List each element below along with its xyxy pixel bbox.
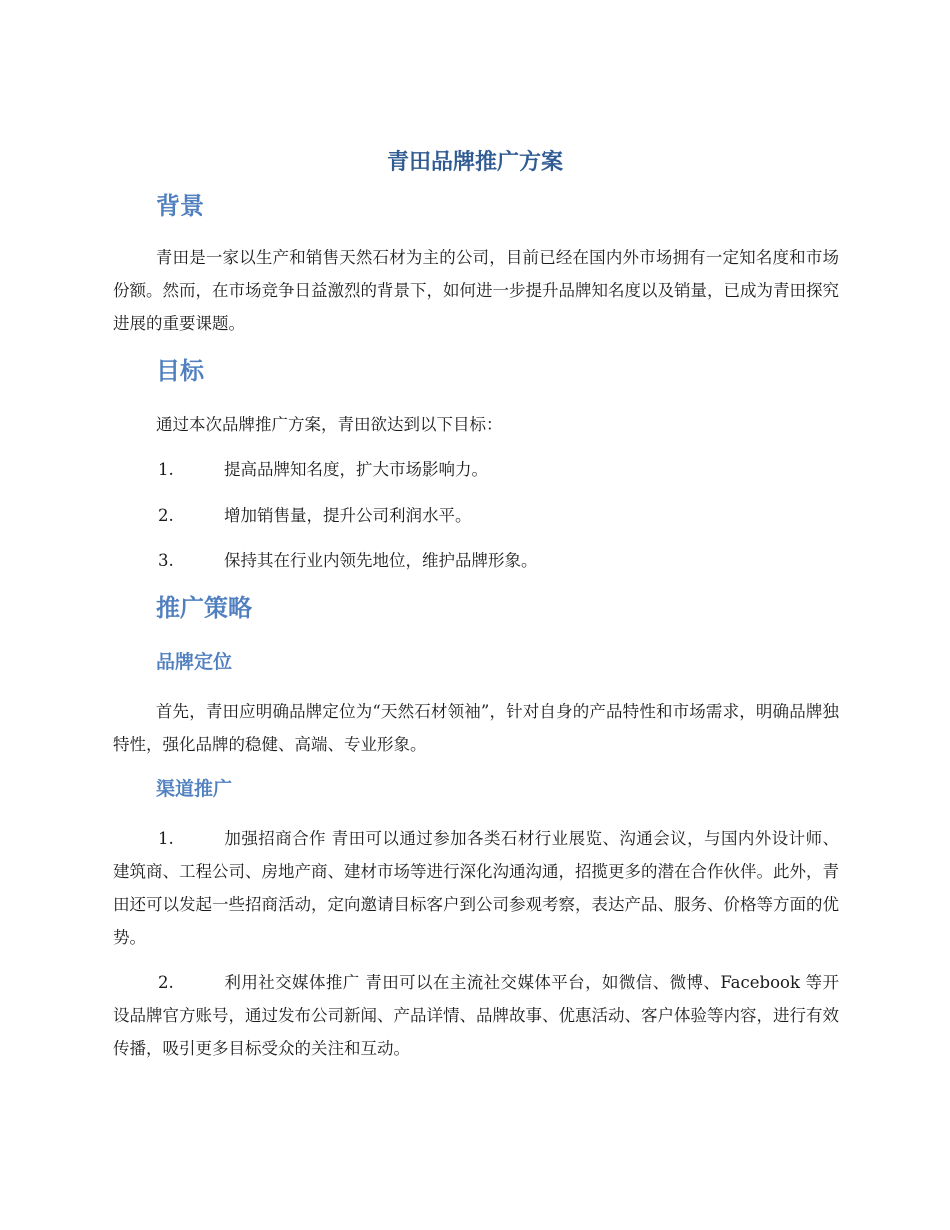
channel-item-number: 1. [158,829,174,848]
channel-item-text: 加强招商合作 青田可以通过参加各类石材行业展览、沟通会议，与国内外设计师、建筑商、工程公司、房地产商、建材市场等进行深化沟通沟通，招揽更多的潜在合作伙伴。此外，青田还可以发起一些招商活动，定向邀请目标客户到公司参观考察，表达产品、服务、价格等方面的优势。 [113,829,839,947]
goal-item [158,453,838,486]
heading-positioning: 品牌定位 [156,651,233,673]
channel-item [113,822,839,954]
heading-goals: 目标 [156,357,204,385]
goal-item-text: 保持其在行业内领先地位，维护品牌形象。 [224,551,538,570]
document-title: 青田品牌推广方案 [386,150,563,175]
goal-item-number: 1. [158,460,174,479]
goal-item [158,499,838,532]
goals-intro: 通过本次品牌推广方案，青田欲达到以下目标： [156,415,503,434]
channel-item [113,966,839,1065]
background-paragraph: 青田是一家以生产和销售天然石材为主的公司，目前已经在国内外市场拥有一定知名度和市场份额。然而，在市场竞争日益激烈的背景下，如何进一步提升品牌知名度以及销量，已成为青田探究进展的重要课题。 [113,248,839,333]
heading-strategy: 推广策略 [156,594,252,622]
positioning-paragraph: 首先，青田应明确品牌定位为“天然石材领袖”，针对自身的产品特性和市场需求，明确品牌独特性，强化品牌的稳健、高端、专业形象。 [113,702,839,754]
goal-item-number: 3. [158,551,174,570]
goal-item [158,544,838,577]
channel-item-number: 2. [158,973,174,992]
heading-channels: 渠道推广 [156,778,233,800]
channel-item-text: 利用社交媒体推广 青田可以在主流社交媒体平台，如微信、微博、Facebook 等开设品牌官方账号，通过发布公司新闻、产品详情、品牌故事、优惠活动、客户体验等内容，进行有效传播，吸引更多目标受众的关注和互动。 [113,973,839,1058]
goal-item-text: 增加销售量，提升公司利润水平。 [224,506,472,525]
heading-background: 背景 [156,192,204,220]
goal-item-text: 提高品牌知名度，扩大市场影响力。 [224,460,488,479]
goal-item-number: 2. [158,506,174,525]
